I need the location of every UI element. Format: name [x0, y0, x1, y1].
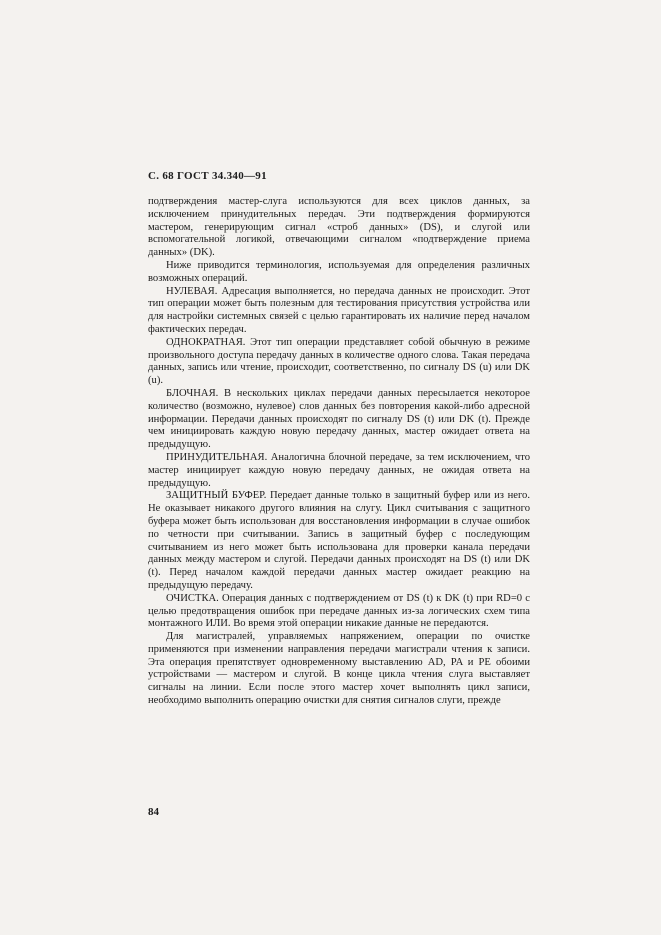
- paragraph-block-operation: БЛОЧНАЯ. В нескольких циклах передачи данных пересылается некоторое количество (возможно, нулевое) слов данных без повторения какой-либо адресной информации. Передачи данных происходят по сигналу DS (t) или DK (t). Прежде чем инициировать каждую новую передачу данных, мастер ожидает ответа на предыдущую.: [148, 387, 530, 451]
- page-number: 84: [148, 806, 159, 818]
- page-header: С. 68 ГОСТ 34.340—91: [148, 170, 267, 182]
- paragraph-clear-operation: ОЧИСТКА. Операция данных с подтверждением от DS (t) к DK (t) при RD=0 с целью предотвращения ошибок при передаче данных из-за логических схем типа монтажного ИЛИ. Во время этой операции никакие данные не передаются.: [148, 592, 530, 630]
- paragraph-null-operation: НУЛЕВАЯ. Адресация выполняется, но передача данных не происходит. Этот тип операции может быть полезным для тестирования присутствия устройства или для настройки системных связей с целью гарантировать их наличие перед началом фактических передач.: [148, 285, 530, 335]
- paragraph-forced-operation: ПРИНУДИТЕЛЬНАЯ. Аналогична блочной передаче, за тем исключением, что мастер инициирует каждую новую передачу данных, не ожидая ответа на предыдущую.: [148, 451, 530, 489]
- paragraph-terminology-intro: Ниже приводится терминология, используемая для определения различных возможных операций.: [148, 259, 530, 284]
- body-text: [148, 196, 530, 708]
- paragraph-voltage-bus: Для магистралей, управляемых напряжением, операции по очистке применяются при изменении направления передачи магистрали чтения к записи. Эта операция препятствует одновременному выставлению AD, PA и PE обоими устройствами — мастером и слугой. В конце цикла чтения слуга выставляет сигналы на линии. Если после этого мастер хочет выполнять цикл записи, необходимо выполнить операцию очистки для снятия сигналов слуги, прежде: [148, 631, 530, 707]
- paragraph-single-operation: ОДНОКРАТНАЯ. Этот тип операции представляет собой обычную в режиме произвольного доступа передачу данных в количестве одного слова. Такая передача данных, запись или чтение, происходит, соответственно, по сигналу DS (u) или DK (u).: [148, 336, 530, 387]
- paragraph-protective-buffer: ЗАЩИТНЫЙ БУФЕР. Передает данные только в защитный буфер или из него. Не оказывает никакого другого влияния на слугу. Цикл считывания с защитного буфера может быть использован для восстановления информации в случае ошибок по четности при считывании. Запись в защитный буфер с последующим считыванием из него может быть использована для проверки канала передачи данных между мастером и слугой. Передачи данных происходят на DS (t) или DK (t). Перед началом каждой передачи данных мастер ожидает реакцию на предыдущую передачу.: [148, 490, 530, 591]
- paragraph-continuation: подтверждения мастер-слуга используются для всех циклов данных, за исключением принудительных передач. Эти подтверждения формируются мастером, генерирующим сигнал «строб данных» (DS), и слугой или вспомогательной логикой, отвечающими сигналом «подтверждение приема данных» (DK).: [148, 196, 530, 259]
